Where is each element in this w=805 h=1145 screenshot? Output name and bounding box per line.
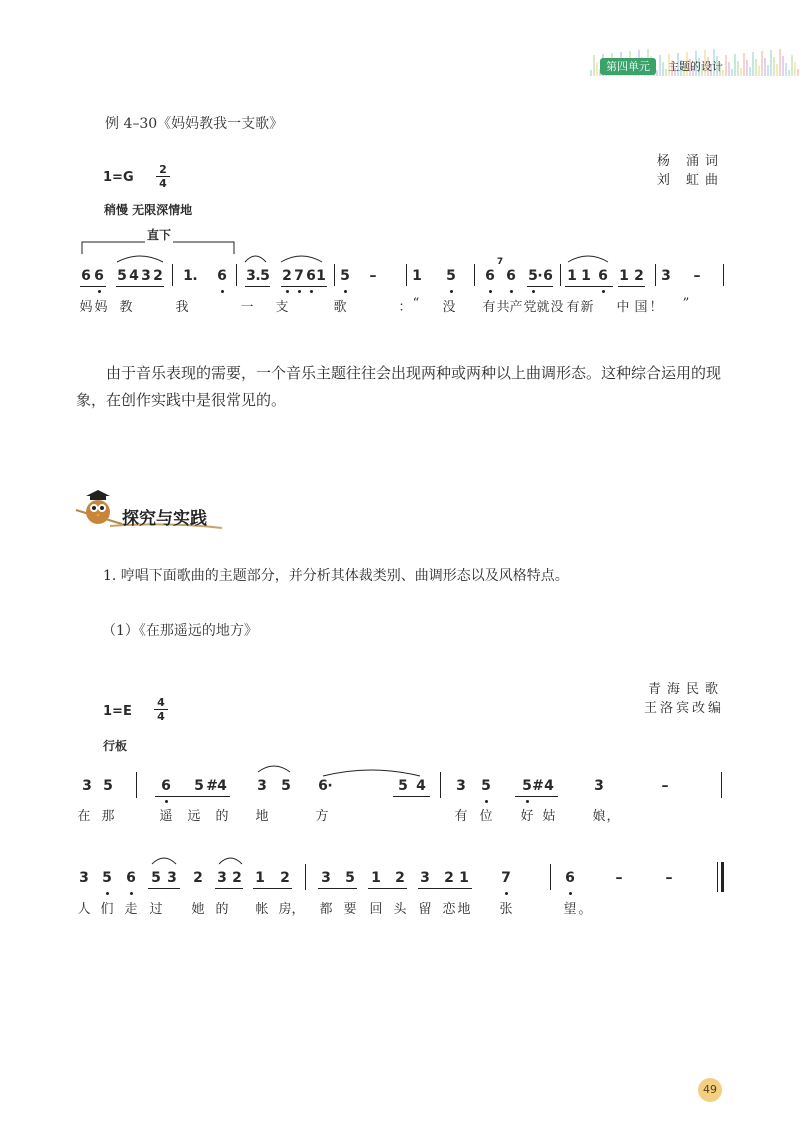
jianpu-note: 6 bbox=[126, 870, 136, 886]
jianpu-note: 3 bbox=[246, 268, 256, 284]
jianpu-note: 1 bbox=[316, 268, 326, 284]
slurs-2 bbox=[0, 756, 805, 896]
grace-note: 7 bbox=[496, 257, 504, 267]
lyric-char: 遥 bbox=[159, 809, 173, 824]
lyric-char: ： bbox=[398, 300, 412, 315]
example2-origin: 青海民歌 bbox=[647, 682, 724, 697]
jianpu-note: 5 bbox=[103, 778, 113, 794]
lyric-char: 们 bbox=[100, 902, 114, 917]
jianpu-note: 2 bbox=[232, 870, 242, 886]
lyric-char: 留 bbox=[418, 902, 432, 917]
slur bbox=[219, 858, 242, 864]
slur bbox=[117, 256, 163, 262]
octave-dot bbox=[510, 290, 513, 293]
lyric-char: 妈 bbox=[94, 300, 108, 315]
lyric-char: 娘 bbox=[592, 809, 606, 824]
jianpu-note: 3 bbox=[257, 778, 267, 794]
lyric-char: ， bbox=[606, 809, 620, 824]
jianpu-note: 3 bbox=[420, 870, 430, 886]
jianpu-note: 6 bbox=[318, 778, 328, 794]
jianpu-note: 4 bbox=[416, 778, 426, 794]
header-topic: 主题的设计 bbox=[668, 60, 723, 73]
jianpu-note: 4 bbox=[544, 778, 554, 794]
lyric-char: 远 bbox=[187, 809, 201, 824]
jianpu-note: 2 bbox=[282, 268, 292, 284]
lyric-char: 新 bbox=[580, 300, 594, 315]
example2-key: 1=E bbox=[103, 704, 132, 719]
example1-composer: 刘 虹曲 bbox=[656, 173, 724, 188]
example1-lyricist: 杨 涌词 bbox=[656, 154, 724, 169]
jianpu-note: 3 bbox=[141, 268, 151, 284]
lyric-char: 。 bbox=[578, 902, 592, 917]
jianpu-note: 5 bbox=[522, 778, 532, 794]
lyric-char: 方 bbox=[315, 809, 329, 824]
jianpu-note: 1 bbox=[371, 870, 381, 886]
jianpu-note: 2 bbox=[444, 870, 454, 886]
jianpu-note: 1 bbox=[619, 268, 629, 284]
jianpu-note: · bbox=[327, 778, 333, 794]
jianpu-note: 6 bbox=[161, 778, 171, 794]
jianpu-note: 1 bbox=[567, 268, 577, 284]
example2-tempo: 行板 bbox=[103, 739, 128, 753]
example1-tempo: 稍慢 无限深情地 bbox=[104, 203, 193, 217]
jianpu-note: – bbox=[693, 268, 701, 284]
lyric-char: 要 bbox=[343, 902, 357, 917]
lyric-char: 教 bbox=[119, 300, 133, 315]
jianpu-note: 1 bbox=[255, 870, 265, 886]
lyric-char: 人 bbox=[77, 902, 91, 917]
lyric-char: 张 bbox=[499, 902, 513, 917]
jianpu-note: 3 bbox=[79, 870, 89, 886]
example1-meter bbox=[156, 164, 170, 189]
jianpu-note: 2 bbox=[153, 268, 163, 284]
jianpu-note: 2 bbox=[193, 870, 203, 886]
jianpu-note: 5 bbox=[345, 870, 355, 886]
jianpu-note: 5 bbox=[446, 268, 456, 284]
page-number: 49 bbox=[698, 1078, 722, 1102]
lyric-char: ， bbox=[291, 902, 305, 917]
lyric-char: 在 bbox=[77, 809, 91, 824]
jianpu-note: – bbox=[661, 778, 669, 794]
lyric-char: 国 bbox=[634, 300, 648, 315]
header-unit-badge: 第四单元 bbox=[600, 58, 656, 75]
lyric-char: 那 bbox=[101, 809, 115, 824]
jianpu-note: 5 bbox=[398, 778, 408, 794]
jianpu-note: 1 bbox=[581, 268, 591, 284]
lyric-char: 望 bbox=[563, 902, 577, 917]
jianpu-note: . bbox=[255, 268, 261, 284]
jianpu-note: 5 bbox=[102, 870, 112, 886]
lyric-char: 帐 bbox=[255, 902, 269, 917]
jianpu-note: 5 bbox=[481, 778, 491, 794]
jianpu-note: 6 bbox=[217, 268, 227, 284]
lyric-char: ！ bbox=[649, 300, 663, 315]
body-paragraph: 由于音乐表现的需要，一个音乐主题往往会出现两种或两种以上曲调形态。这种综合运用的现象，在创作实践中是很常见的。 bbox=[76, 364, 722, 409]
slurs bbox=[0, 248, 805, 288]
jianpu-note: 1 bbox=[183, 268, 193, 284]
octave-dot bbox=[310, 290, 313, 293]
lyric-char: 她 bbox=[191, 902, 205, 917]
jianpu-note: 5 bbox=[194, 778, 204, 794]
lyric-char: 走 bbox=[124, 902, 138, 917]
jianpu-note: 6 bbox=[485, 268, 495, 284]
octave-dot bbox=[489, 290, 492, 293]
lyric-char: 党 bbox=[523, 300, 537, 315]
octave-dot bbox=[602, 290, 605, 293]
octave-dot bbox=[286, 290, 289, 293]
jianpu-note: 4 bbox=[217, 778, 227, 794]
lyric-char: 妈 bbox=[79, 300, 93, 315]
jianpu-note: 6 bbox=[543, 268, 553, 284]
jianpu-note: 6 bbox=[565, 870, 575, 886]
lyric-char: 我 bbox=[175, 300, 189, 315]
jianpu-note: 3 bbox=[321, 870, 331, 886]
jianpu-note: 2 bbox=[634, 268, 644, 284]
lyric-char: 有 bbox=[482, 300, 496, 315]
jianpu-note: . bbox=[192, 268, 198, 284]
jianpu-note: 5 bbox=[340, 268, 350, 284]
slur bbox=[245, 256, 266, 262]
octave-dot bbox=[450, 290, 453, 293]
lyric-char: 过 bbox=[149, 902, 163, 917]
example2-arranger: 王洛宾改编 bbox=[643, 701, 724, 716]
example2-meter bbox=[154, 697, 168, 722]
jianpu-note: 3 bbox=[167, 870, 177, 886]
example1-key: 1=G bbox=[103, 170, 134, 185]
lyric-char: 没 bbox=[550, 300, 564, 315]
slur bbox=[258, 766, 290, 772]
jianpu-note: 6 bbox=[306, 268, 316, 284]
octave-dot bbox=[298, 290, 301, 293]
jianpu-note: 2 bbox=[280, 870, 290, 886]
section-title: 探究与实践 bbox=[122, 509, 207, 529]
jianpu-note: – bbox=[665, 870, 673, 886]
octave-dot bbox=[344, 290, 347, 293]
lyric-char: 有 bbox=[566, 300, 580, 315]
lyric-char: 支 bbox=[275, 300, 289, 315]
jianpu-note: 4 bbox=[129, 268, 139, 284]
example1-caption: 例 4–30《妈妈教我一支歌》 bbox=[105, 116, 284, 132]
lyric-char: 头 bbox=[393, 902, 407, 917]
lyric-char: 的 bbox=[215, 809, 229, 824]
lyric-char: 就 bbox=[536, 300, 550, 315]
octave-dot bbox=[221, 290, 224, 293]
lyric-char: 中 bbox=[616, 300, 630, 315]
jianpu-note: 1 bbox=[459, 870, 469, 886]
jianpu-note: 6 bbox=[598, 268, 608, 284]
jianpu-note: 5 bbox=[260, 268, 270, 284]
jianpu-note: # bbox=[206, 778, 218, 794]
lyric-char: 房 bbox=[278, 902, 292, 917]
lyric-char: 有 bbox=[454, 809, 468, 824]
lyric-char: “ bbox=[412, 296, 420, 311]
jianpu-note: 5 bbox=[117, 268, 127, 284]
jianpu-note: 3 bbox=[456, 778, 466, 794]
lyric-char: 都 bbox=[319, 902, 333, 917]
example2-meter-bottom: 4 bbox=[157, 710, 165, 723]
jianpu-note: 7 bbox=[501, 870, 511, 886]
jianpu-note: · bbox=[537, 268, 543, 284]
example1-bracket-label: 直下 bbox=[147, 228, 172, 242]
jianpu-note: 5 bbox=[528, 268, 538, 284]
lyric-char: 没 bbox=[442, 300, 456, 315]
lyric-char: ” bbox=[682, 296, 690, 311]
lyric-char: 共 bbox=[496, 300, 510, 315]
octave-dot bbox=[532, 290, 535, 293]
lyric-char: 地 bbox=[255, 809, 269, 824]
jianpu-note: 6 bbox=[506, 268, 516, 284]
jianpu-note: 2 bbox=[395, 870, 405, 886]
jianpu-note: # bbox=[532, 778, 544, 794]
lyric-char: 地 bbox=[457, 902, 471, 917]
jianpu-note: 3 bbox=[217, 870, 227, 886]
example2-meter-top: 4 bbox=[157, 696, 165, 709]
lyric-char: 位 bbox=[479, 809, 493, 824]
lyric-char: 回 bbox=[369, 902, 383, 917]
lyric-char: 的 bbox=[215, 902, 229, 917]
lyric-char: 恋 bbox=[442, 902, 456, 917]
jianpu-note: – bbox=[615, 870, 623, 886]
example1-meter-bottom: 4 bbox=[159, 177, 167, 190]
jianpu-note: 3 bbox=[661, 268, 671, 284]
jianpu-note: – bbox=[369, 268, 377, 284]
lyric-char: 歌 bbox=[333, 300, 347, 315]
example1-meter-top: 2 bbox=[159, 163, 167, 176]
octave-dot bbox=[98, 290, 101, 293]
jianpu-note: 5 bbox=[281, 778, 291, 794]
lyric-char: 一 bbox=[240, 300, 254, 315]
example2-caption: （1）《在那遥远的地方》 bbox=[102, 623, 258, 639]
lyric-char: 姑 bbox=[542, 809, 556, 824]
slur bbox=[568, 256, 608, 262]
jianpu-note: 5 bbox=[151, 870, 161, 886]
lyric-char: 好 bbox=[520, 809, 534, 824]
task-text: 1. 哼唱下面歌曲的主题部分，并分析其体裁类别、曲调形态以及风格特点。 bbox=[103, 568, 569, 584]
jianpu-note: 3 bbox=[594, 778, 604, 794]
jianpu-note: 7 bbox=[294, 268, 304, 284]
jianpu-note: 6 bbox=[81, 268, 91, 284]
slur bbox=[152, 858, 176, 864]
jianpu-note: 3 bbox=[82, 778, 92, 794]
slur bbox=[323, 770, 420, 776]
jianpu-note: 6 bbox=[94, 268, 104, 284]
jianpu-note: 1 bbox=[412, 268, 422, 284]
slur bbox=[281, 256, 322, 262]
lyric-char: 产 bbox=[509, 300, 523, 315]
